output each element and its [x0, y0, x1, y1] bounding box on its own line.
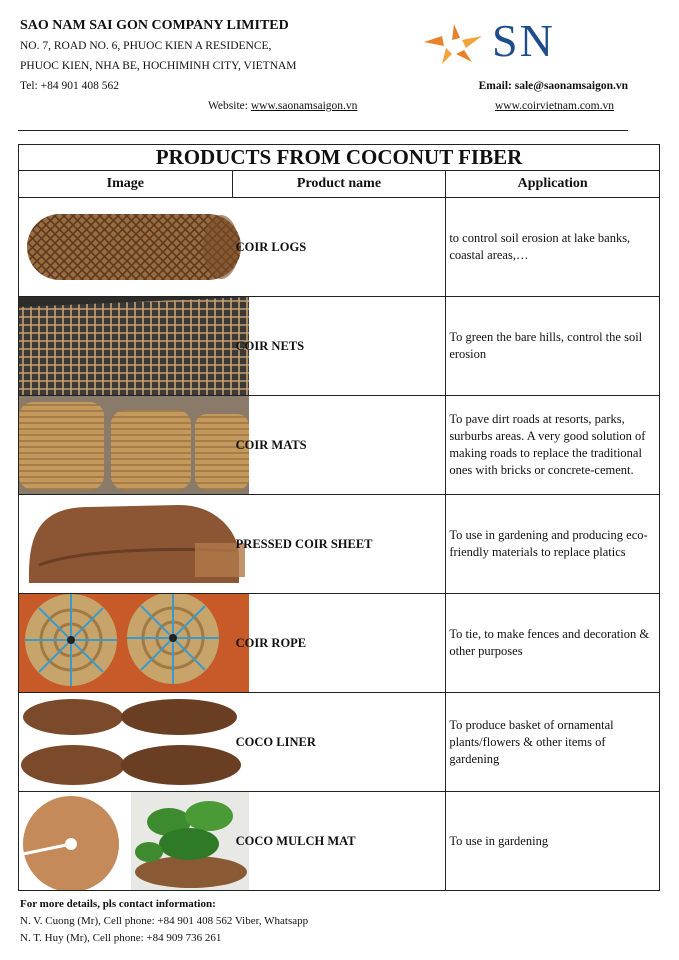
table-title: PRODUCTS FROM COCONUT FIBER	[19, 145, 660, 171]
website-label: Website:	[208, 100, 248, 112]
company-name: SAO NAM SAI GON COMPANY LIMITED	[20, 18, 289, 33]
products-table	[18, 144, 660, 891]
logo-text: SN	[492, 15, 555, 66]
product-name: COCO MULCH MAT	[232, 792, 446, 891]
table-row	[19, 495, 660, 594]
product-application: To pave dirt roads at resorts, parks, surburbs areas. A very good solution of making roads to replace the traditional ones with bricks or concrete-cement.	[446, 396, 660, 495]
contact-1: N. V. Cuong (Mr), Cell phone: +84 901 408 562 Viber, Whatsapp	[20, 915, 309, 927]
letterhead	[20, 15, 660, 118]
company-logo	[422, 15, 612, 66]
column-header-application: Application	[446, 171, 660, 198]
website-link-1[interactable]: www.saonamsaigon.vn	[250, 100, 358, 112]
address-line-2: PHUOC KIEN, NHA BE, HOCHIMINH CITY, VIETNAM	[20, 60, 297, 72]
product-application: To green the bare hills, control the soil erosion	[446, 297, 660, 396]
product-application: To use in gardening and producing eco-friendly materials to replace platics	[446, 495, 660, 594]
product-name: COIR MATS	[232, 396, 446, 495]
product-name: PRESSED COIR SHEET	[232, 495, 446, 594]
table-row	[19, 594, 660, 693]
contact-2: N. T. Huy (Mr), Cell phone: +84 909 736 261	[20, 932, 222, 944]
contact-footer	[20, 896, 308, 947]
email: Email: sale@saonamsaigon.vn	[478, 80, 628, 92]
table-row	[19, 792, 660, 891]
product-application: To produce basket of ornamental plants/flowers & other items of gardening	[446, 693, 660, 792]
footer-title: For more details, pls contact information:	[20, 898, 216, 910]
product-image-pressed-coir-sheet	[19, 495, 233, 594]
header-divider	[18, 130, 628, 131]
address-line-1: NO. 7, ROAD NO. 6, PHUOC KIEN A RESIDENCE,	[20, 40, 272, 52]
table-row	[19, 198, 660, 297]
website-link-2[interactable]: www.coirvietnam.com.vn	[494, 100, 614, 112]
product-name: COIR LOGS	[232, 198, 446, 297]
star-logo-icon	[422, 22, 486, 64]
product-application: To use in gardening	[446, 792, 660, 891]
website-line-2	[495, 100, 614, 112]
table-row	[19, 396, 660, 495]
product-image-coir-mats	[19, 396, 233, 495]
product-image-coco-liner	[19, 693, 233, 792]
product-image-coir-logs	[19, 198, 233, 297]
table-row	[19, 693, 660, 792]
column-header-product-name: Product name	[232, 171, 446, 198]
product-application: To tie, to make fences and decoration & other purposes	[446, 594, 660, 693]
product-image-coir-rope	[19, 594, 233, 693]
product-name: COIR NETS	[232, 297, 446, 396]
telephone: Tel: +84 901 408 562	[20, 80, 119, 92]
website-line	[208, 100, 357, 112]
product-image-coco-mulch-mat	[19, 792, 233, 891]
column-header-image: Image	[19, 171, 233, 198]
table-row	[19, 297, 660, 396]
product-name: COCO LINER	[232, 693, 446, 792]
product-name: COIR ROPE	[232, 594, 446, 693]
product-application: to control soil erosion at lake banks, coastal areas,…	[446, 198, 660, 297]
product-image-coir-nets	[19, 297, 233, 396]
